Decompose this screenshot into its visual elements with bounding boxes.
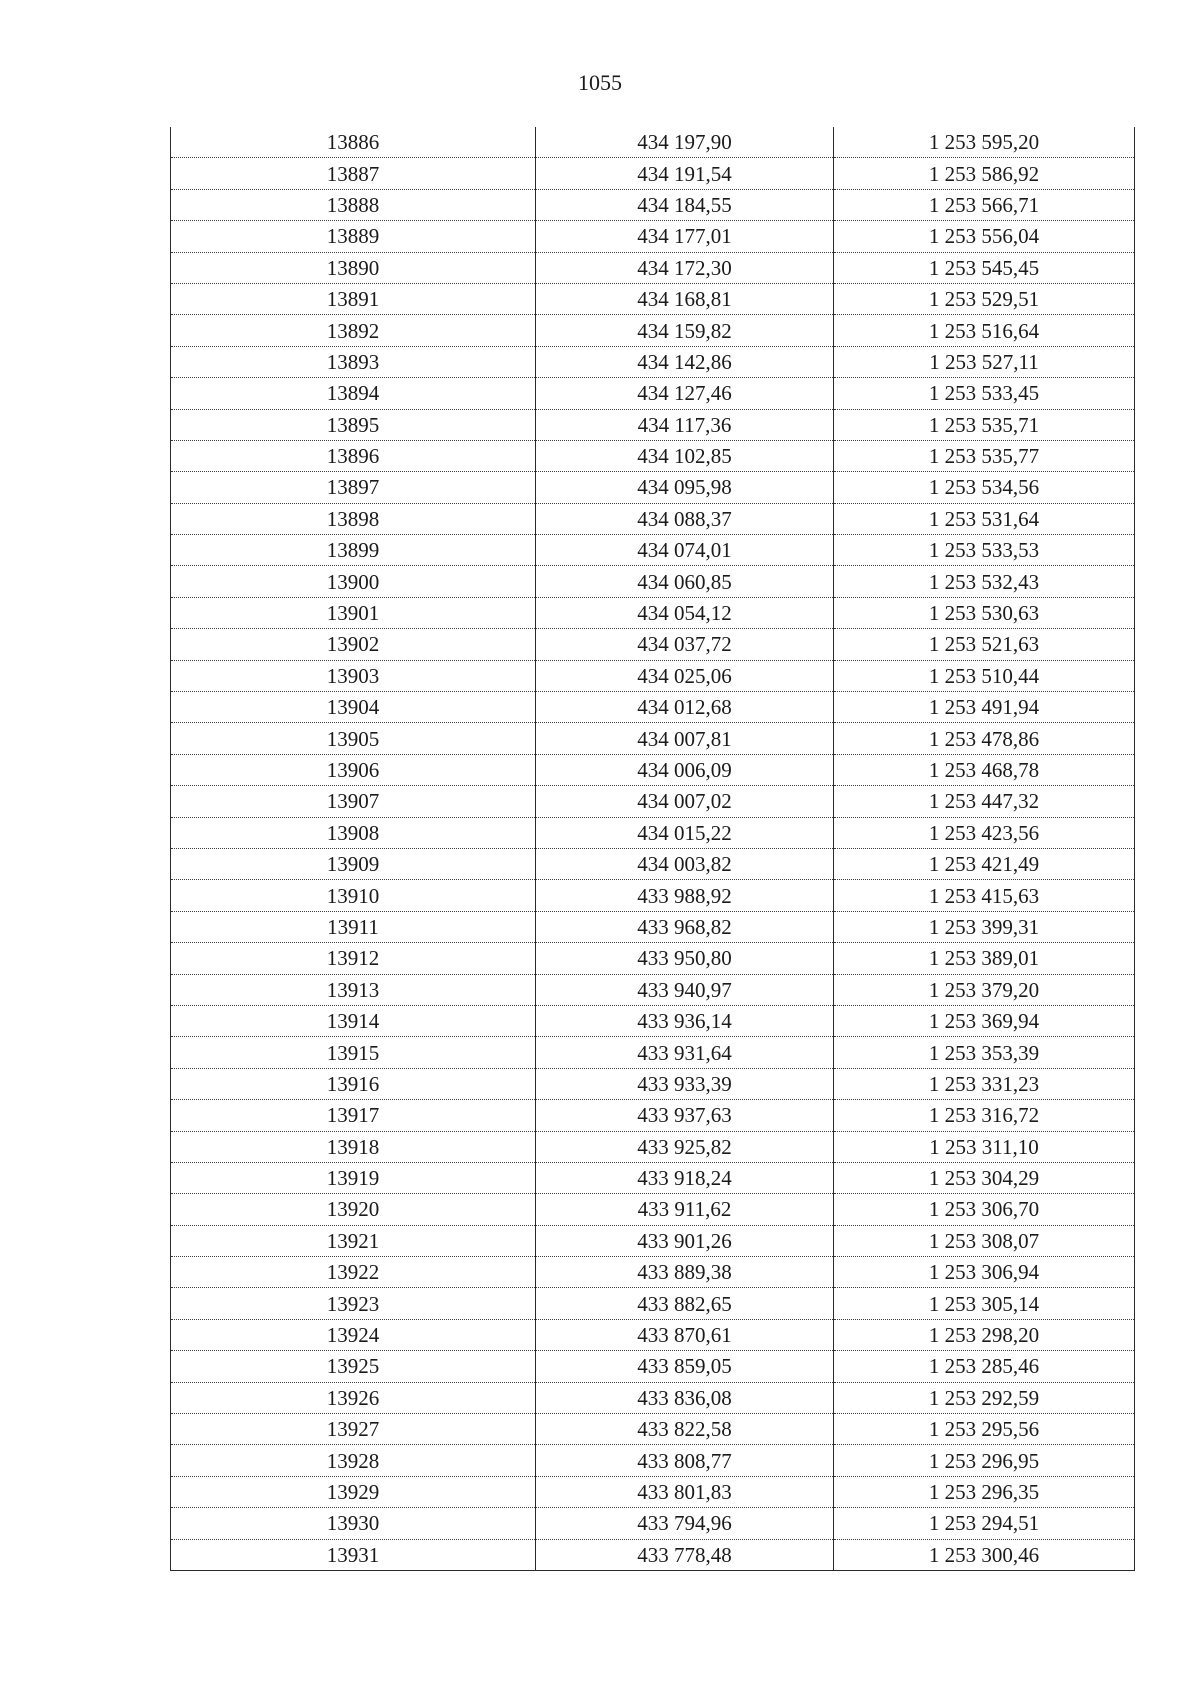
x-coordinate-cell: 433 925,82	[536, 1131, 834, 1162]
x-coordinate-cell: 434 007,02	[536, 786, 834, 817]
y-coordinate-cell: 1 253 533,53	[834, 535, 1135, 566]
x-coordinate-cell: 433 901,26	[536, 1225, 834, 1256]
y-coordinate-cell: 1 253 556,04	[834, 221, 1135, 252]
table-row	[171, 1445, 1135, 1476]
table-row	[171, 1414, 1135, 1445]
y-coordinate-cell: 1 253 311,10	[834, 1131, 1135, 1162]
point-number-cell: 13926	[171, 1382, 536, 1413]
point-number-cell: 13918	[171, 1131, 536, 1162]
table-row	[171, 1005, 1135, 1036]
y-coordinate-cell: 1 253 306,94	[834, 1257, 1135, 1288]
table-row	[171, 880, 1135, 911]
x-coordinate-cell: 433 808,77	[536, 1445, 834, 1476]
y-coordinate-cell: 1 253 535,77	[834, 440, 1135, 471]
point-number-cell: 13889	[171, 221, 536, 252]
x-coordinate-cell: 433 988,92	[536, 880, 834, 911]
y-coordinate-cell: 1 253 534,56	[834, 472, 1135, 503]
x-coordinate-cell: 434 006,09	[536, 754, 834, 785]
x-coordinate-cell: 434 060,85	[536, 566, 834, 597]
point-number-cell: 13922	[171, 1257, 536, 1288]
y-coordinate-cell: 1 253 510,44	[834, 660, 1135, 691]
point-number-cell: 13923	[171, 1288, 536, 1319]
y-coordinate-cell: 1 253 298,20	[834, 1319, 1135, 1350]
x-coordinate-cell: 434 102,85	[536, 440, 834, 471]
y-coordinate-cell: 1 253 285,46	[834, 1351, 1135, 1382]
y-coordinate-cell: 1 253 535,71	[834, 409, 1135, 440]
x-coordinate-cell: 434 177,01	[536, 221, 834, 252]
point-number-cell: 13915	[171, 1037, 536, 1068]
x-coordinate-cell: 434 191,54	[536, 158, 834, 189]
point-number-cell: 13903	[171, 660, 536, 691]
point-number-cell: 13924	[171, 1319, 536, 1350]
x-coordinate-cell: 434 088,37	[536, 503, 834, 534]
y-coordinate-cell: 1 253 294,51	[834, 1508, 1135, 1539]
y-coordinate-cell: 1 253 533,45	[834, 378, 1135, 409]
table-row	[171, 1225, 1135, 1256]
point-number-cell: 13890	[171, 252, 536, 283]
table-row	[171, 817, 1135, 848]
table-row	[171, 1257, 1135, 1288]
table-row	[171, 911, 1135, 942]
x-coordinate-cell: 434 025,06	[536, 660, 834, 691]
x-coordinate-cell: 433 889,38	[536, 1257, 834, 1288]
point-number-cell: 13899	[171, 535, 536, 566]
y-coordinate-cell: 1 253 545,45	[834, 252, 1135, 283]
y-coordinate-cell: 1 253 595,20	[834, 127, 1135, 158]
point-number-cell: 13929	[171, 1476, 536, 1507]
table-row	[171, 346, 1135, 377]
table-row	[171, 378, 1135, 409]
x-coordinate-cell: 433 801,83	[536, 1476, 834, 1507]
point-number-cell: 13888	[171, 189, 536, 220]
y-coordinate-cell: 1 253 491,94	[834, 692, 1135, 723]
point-number-cell: 13898	[171, 503, 536, 534]
y-coordinate-cell: 1 253 478,86	[834, 723, 1135, 754]
table-row	[171, 1194, 1135, 1225]
y-coordinate-cell: 1 253 306,70	[834, 1194, 1135, 1225]
x-coordinate-cell: 433 778,48	[536, 1539, 834, 1570]
point-number-cell: 13892	[171, 315, 536, 346]
table-row	[171, 283, 1135, 314]
y-coordinate-cell: 1 253 527,11	[834, 346, 1135, 377]
x-coordinate-cell: 434 015,22	[536, 817, 834, 848]
table-row	[171, 158, 1135, 189]
point-number-cell: 13908	[171, 817, 536, 848]
x-coordinate-cell: 434 184,55	[536, 189, 834, 220]
y-coordinate-cell: 1 253 423,56	[834, 817, 1135, 848]
y-coordinate-cell: 1 253 532,43	[834, 566, 1135, 597]
y-coordinate-cell: 1 253 531,64	[834, 503, 1135, 534]
y-coordinate-cell: 1 253 331,23	[834, 1068, 1135, 1099]
point-number-cell: 13895	[171, 409, 536, 440]
x-coordinate-cell: 434 054,12	[536, 597, 834, 628]
table-row	[171, 1319, 1135, 1350]
table-row	[171, 127, 1135, 158]
table-row	[171, 1037, 1135, 1068]
table-row	[171, 943, 1135, 974]
table-row	[171, 1508, 1135, 1539]
table-row	[171, 786, 1135, 817]
y-coordinate-cell: 1 253 566,71	[834, 189, 1135, 220]
y-coordinate-cell: 1 253 516,64	[834, 315, 1135, 346]
table-row	[171, 252, 1135, 283]
table-row	[171, 597, 1135, 628]
x-coordinate-cell: 434 007,81	[536, 723, 834, 754]
x-coordinate-cell: 434 074,01	[536, 535, 834, 566]
point-number-cell: 13900	[171, 566, 536, 597]
y-coordinate-cell: 1 253 296,35	[834, 1476, 1135, 1507]
x-coordinate-cell: 434 003,82	[536, 848, 834, 879]
x-coordinate-cell: 433 794,96	[536, 1508, 834, 1539]
y-coordinate-cell: 1 253 447,32	[834, 786, 1135, 817]
table-row	[171, 189, 1135, 220]
table-row	[171, 1131, 1135, 1162]
point-number-cell: 13930	[171, 1508, 536, 1539]
table-row	[171, 660, 1135, 691]
x-coordinate-cell: 433 968,82	[536, 911, 834, 942]
x-coordinate-cell: 434 168,81	[536, 283, 834, 314]
x-coordinate-cell: 433 836,08	[536, 1382, 834, 1413]
y-coordinate-cell: 1 253 415,63	[834, 880, 1135, 911]
y-coordinate-cell: 1 253 530,63	[834, 597, 1135, 628]
x-coordinate-cell: 434 197,90	[536, 127, 834, 158]
point-number-cell: 13931	[171, 1539, 536, 1570]
y-coordinate-cell: 1 253 379,20	[834, 974, 1135, 1005]
table-row	[171, 754, 1135, 785]
table-row	[171, 1476, 1135, 1507]
x-coordinate-cell: 433 950,80	[536, 943, 834, 974]
point-number-cell: 13894	[171, 378, 536, 409]
y-coordinate-cell: 1 253 421,49	[834, 848, 1135, 879]
table-row	[171, 629, 1135, 660]
y-coordinate-cell: 1 253 304,29	[834, 1162, 1135, 1193]
x-coordinate-cell: 433 870,61	[536, 1319, 834, 1350]
point-number-cell: 13904	[171, 692, 536, 723]
point-number-cell: 13917	[171, 1100, 536, 1131]
table-row	[171, 1351, 1135, 1382]
x-coordinate-cell: 433 918,24	[536, 1162, 834, 1193]
x-coordinate-cell: 433 882,65	[536, 1288, 834, 1319]
point-number-cell: 13909	[171, 848, 536, 879]
point-number-cell: 13906	[171, 754, 536, 785]
point-number-cell: 13913	[171, 974, 536, 1005]
y-coordinate-cell: 1 253 300,46	[834, 1539, 1135, 1570]
y-coordinate-cell: 1 253 586,92	[834, 158, 1135, 189]
point-number-cell: 13897	[171, 472, 536, 503]
point-number-cell: 13920	[171, 1194, 536, 1225]
table-row	[171, 848, 1135, 879]
point-number-cell: 13901	[171, 597, 536, 628]
point-number-cell: 13925	[171, 1351, 536, 1382]
table-row	[171, 1068, 1135, 1099]
x-coordinate-cell: 434 037,72	[536, 629, 834, 660]
point-number-cell: 13911	[171, 911, 536, 942]
point-number-cell: 13921	[171, 1225, 536, 1256]
table-row	[171, 472, 1135, 503]
point-number-cell: 13886	[171, 127, 536, 158]
x-coordinate-cell: 434 172,30	[536, 252, 834, 283]
x-coordinate-cell: 433 859,05	[536, 1351, 834, 1382]
point-number-cell: 13919	[171, 1162, 536, 1193]
y-coordinate-cell: 1 253 308,07	[834, 1225, 1135, 1256]
x-coordinate-cell: 433 940,97	[536, 974, 834, 1005]
y-coordinate-cell: 1 253 295,56	[834, 1414, 1135, 1445]
x-coordinate-cell: 434 127,46	[536, 378, 834, 409]
point-number-cell: 13893	[171, 346, 536, 377]
table-row	[171, 566, 1135, 597]
y-coordinate-cell: 1 253 399,31	[834, 911, 1135, 942]
y-coordinate-cell: 1 253 389,01	[834, 943, 1135, 974]
y-coordinate-cell: 1 253 521,63	[834, 629, 1135, 660]
point-number-cell: 13907	[171, 786, 536, 817]
table-row	[171, 692, 1135, 723]
y-coordinate-cell: 1 253 316,72	[834, 1100, 1135, 1131]
y-coordinate-cell: 1 253 529,51	[834, 283, 1135, 314]
point-number-cell: 13914	[171, 1005, 536, 1036]
x-coordinate-cell: 433 822,58	[536, 1414, 834, 1445]
point-number-cell: 13905	[171, 723, 536, 754]
coordinates-table-body	[171, 127, 1135, 1570]
table-row	[171, 1288, 1135, 1319]
table-row	[171, 1382, 1135, 1413]
x-coordinate-cell: 434 142,86	[536, 346, 834, 377]
x-coordinate-cell: 433 911,62	[536, 1194, 834, 1225]
x-coordinate-cell: 434 012,68	[536, 692, 834, 723]
x-coordinate-cell: 433 931,64	[536, 1037, 834, 1068]
point-number-cell: 13916	[171, 1068, 536, 1099]
table-row	[171, 535, 1135, 566]
table-row	[171, 723, 1135, 754]
point-number-cell: 13891	[171, 283, 536, 314]
y-coordinate-cell: 1 253 296,95	[834, 1445, 1135, 1476]
point-number-cell: 13910	[171, 880, 536, 911]
table-row	[171, 503, 1135, 534]
x-coordinate-cell: 434 159,82	[536, 315, 834, 346]
y-coordinate-cell: 1 253 353,39	[834, 1037, 1135, 1068]
point-number-cell: 13902	[171, 629, 536, 660]
y-coordinate-cell: 1 253 369,94	[834, 1005, 1135, 1036]
table-row	[171, 1162, 1135, 1193]
table-row	[171, 974, 1135, 1005]
y-coordinate-cell: 1 253 468,78	[834, 754, 1135, 785]
table-row	[171, 315, 1135, 346]
coordinates-table	[170, 127, 1135, 1571]
y-coordinate-cell: 1 253 305,14	[834, 1288, 1135, 1319]
x-coordinate-cell: 433 937,63	[536, 1100, 834, 1131]
page-number: 1055	[578, 70, 622, 95]
point-number-cell: 13928	[171, 1445, 536, 1476]
x-coordinate-cell: 433 936,14	[536, 1005, 834, 1036]
table-row	[171, 1100, 1135, 1131]
x-coordinate-cell: 434 117,36	[536, 409, 834, 440]
point-number-cell: 13887	[171, 158, 536, 189]
table-row	[171, 221, 1135, 252]
point-number-cell: 13912	[171, 943, 536, 974]
x-coordinate-cell: 433 933,39	[536, 1068, 834, 1099]
x-coordinate-cell: 434 095,98	[536, 472, 834, 503]
point-number-cell: 13896	[171, 440, 536, 471]
y-coordinate-cell: 1 253 292,59	[834, 1382, 1135, 1413]
table-row	[171, 440, 1135, 471]
table-row	[171, 409, 1135, 440]
table-row	[171, 1539, 1135, 1570]
point-number-cell: 13927	[171, 1414, 536, 1445]
